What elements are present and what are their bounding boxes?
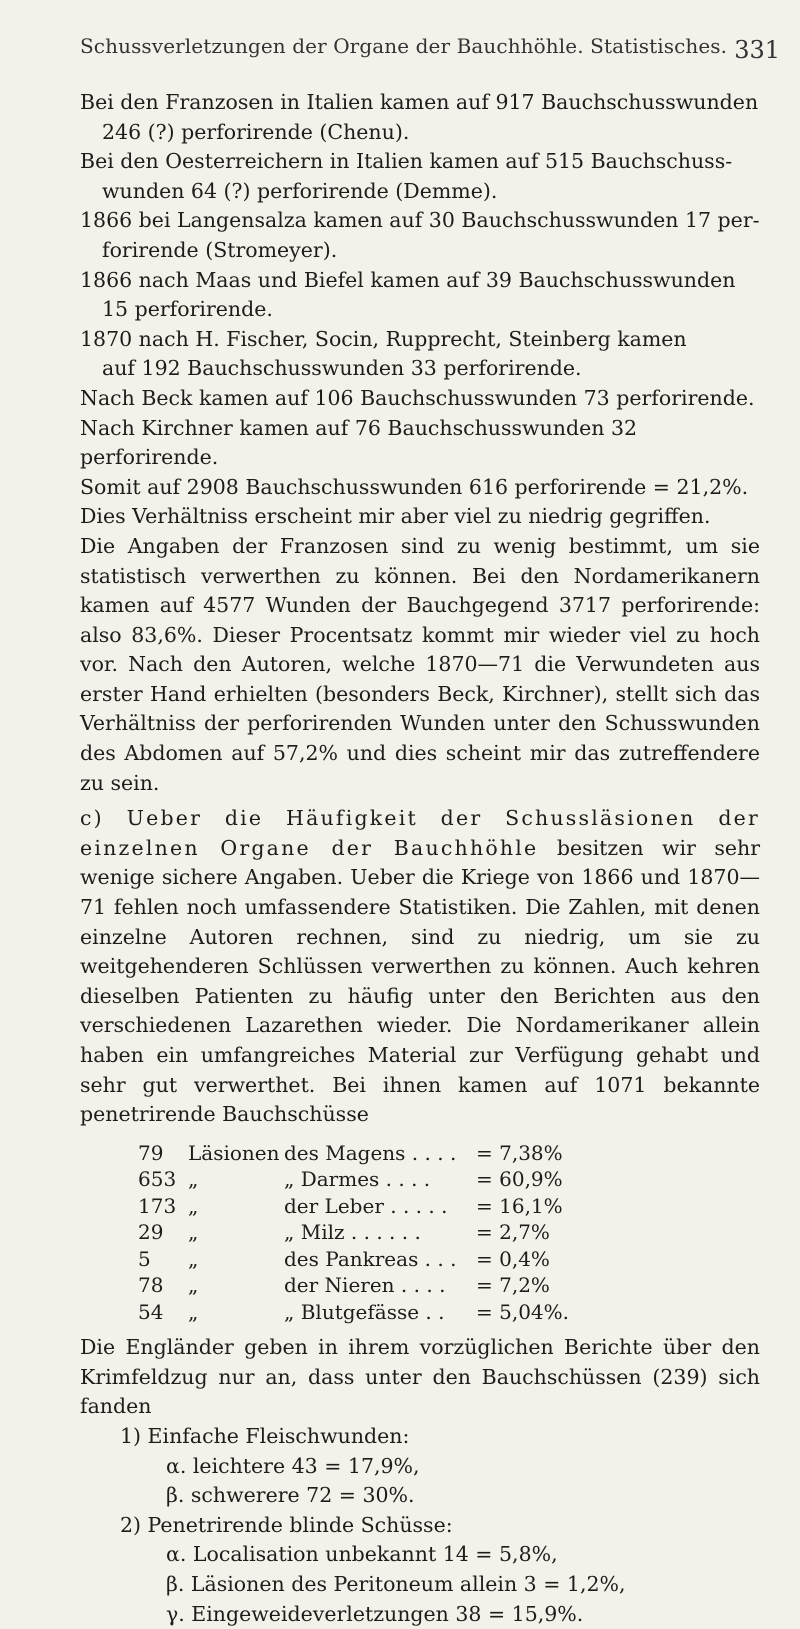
lesion-table	[138, 1140, 569, 1326]
statistics-entries	[80, 88, 760, 532]
entry-line: Bei den Franzosen in Italien kamen auf 917 Bauchschusswunden	[80, 90, 759, 114]
entry-franzosen	[80, 88, 760, 147]
entry-line: Somit auf 2908 Bauchschusswunden 616 perforirende = 21,2%.	[80, 474, 749, 499]
lesion-count: 653	[138, 1167, 177, 1192]
entry-verhaeltniss	[80, 502, 760, 532]
lesion-count: 79	[138, 1140, 164, 1165]
page-header	[80, 18, 780, 64]
entry-fischer	[80, 325, 760, 384]
lesion-organ: des Magens . . . .	[284, 1140, 457, 1165]
list-item: 2) Penetrirende blinde Schüsse:	[120, 1512, 453, 1537]
table-row	[138, 1272, 569, 1299]
lesion-count: 54	[138, 1299, 164, 1324]
lesion-count: 29	[138, 1220, 164, 1245]
entry-kirchner	[80, 414, 760, 473]
section-c-paragraph	[80, 804, 760, 1130]
list-item: 1) Einfache Fleischwunden:	[120, 1424, 410, 1449]
lesion-organ: „ Darmes . . . .	[284, 1167, 431, 1192]
page-number: 331	[734, 36, 780, 64]
entry-maas-biefel	[80, 266, 760, 325]
lesion-percent: = 5,04%.	[476, 1299, 570, 1324]
lesion-word: „	[188, 1167, 199, 1192]
lesion-organ: der Leber . . . . .	[284, 1193, 448, 1218]
lesion-count: 78	[138, 1273, 164, 1298]
section-c-text: besitzen wir sehr wenige sichere Angaben. Ueber die Kriege von 1866 und 1870—71 fehlen noch umfassendere Statistiken. Die Zahlen, mit denen einzelne Autoren rechnen, sind zu niedrig, um sie zu weitgehenderen Schlüssen verwerthen zu können. Auch kehren dieselben Patienten zu häufig unter den Berichten aus den verschiedenen Lazarethen wieder. Die Nordamerikaner allein haben ein umfangreiches Material zur Verfügung gehabt und sehr gut verwerthet. Bei ihnen kamen auf 1071 bekannte penetrirende Bauchschüsse	[80, 835, 760, 1127]
table-row	[138, 1219, 569, 1246]
entry-beck	[80, 384, 760, 414]
table-row	[138, 1299, 569, 1326]
lesion-organ: „ Milz . . . . . .	[284, 1220, 421, 1245]
lesion-count: 5	[138, 1246, 151, 1271]
lesion-word: Läsionen	[188, 1140, 280, 1165]
entry-continuation: 246 (?) perforirende (Chenu).	[102, 119, 410, 144]
table-row	[138, 1246, 569, 1273]
lesion-organ: der Nieren . . . .	[284, 1273, 446, 1298]
entry-line: Bei den Oesterreichern in Italien kamen auf 515 Bauchschuss-	[80, 149, 733, 174]
entry-line: Nach Beck kamen auf 106 Bauchschusswunden 73 perforirende.	[80, 385, 755, 410]
lesion-percent: = 16,1%	[476, 1193, 563, 1218]
lesion-word: „	[188, 1246, 199, 1271]
entry-line: 1866 bei Langensalza kamen auf 30 Bauchschusswunden 17 per-	[80, 208, 760, 233]
entry-continuation: auf 192 Bauchschusswunden 33 perforirende.	[102, 356, 582, 381]
list-subitem: β. Läsionen des Peritoneum allein 3 = 1,2%,	[166, 1572, 626, 1597]
list-subitem: α. leichtere 43 = 17,9%,	[166, 1453, 420, 1478]
entry-oesterreicher	[80, 147, 760, 206]
lesion-word: „	[188, 1193, 199, 1218]
entry-langensalza	[80, 206, 760, 265]
lesion-organ: „ Blutgefässe . .	[284, 1299, 445, 1324]
lesion-percent: = 2,7%	[476, 1220, 550, 1245]
entry-continuation: 15 perforirende.	[102, 297, 273, 322]
entry-somit	[80, 473, 760, 503]
list-subitem: γ. Eingeweideverletzungen 38 = 15,9%.	[166, 1601, 584, 1626]
lesion-percent: = 60,9%	[476, 1167, 563, 1192]
lesion-count: 173	[138, 1193, 177, 1218]
paragraph-englaender: Die Engländer geben in ihrem vorzüglichen Berichte über den Krimfeldzug nur an, dass unter den Bauchschüssen (239) sich fanden	[80, 1335, 760, 1419]
lesion-word: „	[188, 1220, 199, 1245]
entry-line: 1866 nach Maas und Biefel kamen auf 39 Bauchschusswunden	[80, 267, 736, 292]
list-subitem: β. schwerere 72 = 30%.	[166, 1483, 415, 1508]
entry-continuation: wunden 64 (?) perforirende (Demme).	[102, 178, 498, 203]
entry-line: Nach Kirchner kamen auf 76 Bauchschusswunden 32 perforirende.	[80, 415, 638, 470]
entry-line: Dies Verhältniss erscheint mir aber viel zu niedrig gegriffen.	[80, 504, 711, 529]
lesion-word: „	[188, 1273, 199, 1298]
table-row	[138, 1193, 569, 1220]
paragraph-angaben: Die Angaben der Franzosen sind zu wenig bestimmt, um sie statistisch verwerthen zu können. Bei den Nordamerikanern kamen auf 4577 Wunden der Bauchgegend 3717 perforirende: also 83,6%. Dieser Procentsatz kommt mir wieder viel zu hoch vor. Nach den Autoren, welche 1870—71 die Verwundeten aus erster Hand erhielten (besonders Beck, Kirchner), stellt sich das Verhältniss der perforirenden Wunden unter den Schusswunden des Abdomen auf 57,2% und dies scheint mir das zutreffendere zu sein.	[80, 533, 760, 795]
lesion-organ: des Pankreas . . .	[284, 1246, 457, 1271]
table-row	[138, 1166, 569, 1193]
section-c-heading: c) Ueber die Häufigkeit der Schussläsionen der einzelnen Organe der Bauchhöhle	[80, 806, 760, 860]
page-body	[80, 88, 760, 1629]
table-row	[138, 1140, 569, 1167]
list-subitem: α. Localisation unbekannt 14 = 5,8%,	[166, 1542, 558, 1567]
lesion-percent: = 7,38%	[476, 1140, 563, 1165]
lesion-percent: = 0,4%	[476, 1246, 550, 1271]
entry-continuation: forirende (Stromeyer).	[102, 237, 338, 262]
lesion-word: „	[188, 1299, 199, 1324]
lesion-percent: = 7,2%	[476, 1273, 550, 1298]
running-head: Schussverletzungen der Organe der Bauchhöhle. Statistisches.	[80, 34, 728, 58]
wound-list	[80, 1422, 760, 1629]
entry-line: 1870 nach H. Fischer, Socin, Rupprecht, Steinberg kamen	[80, 326, 687, 351]
